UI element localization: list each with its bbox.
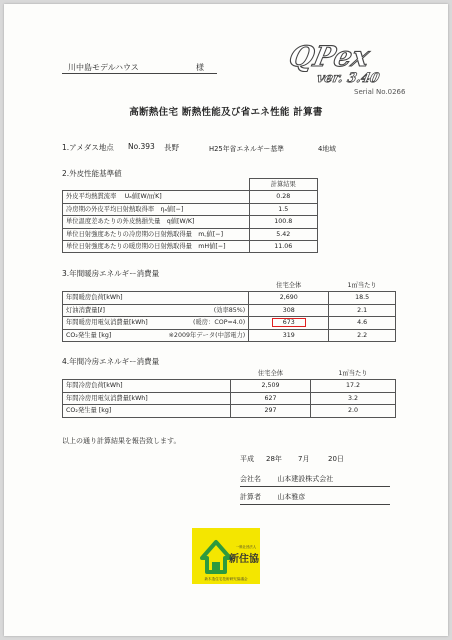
client-line [62, 62, 217, 74]
client-honorific: 様 [196, 63, 204, 72]
report-statement: 以上の通り計算結果を報告致します。 [62, 437, 181, 445]
envelope-result-header: 計算結果 [249, 179, 318, 191]
table-row: CO₂発生量 [kg] ※2009年データ(中部電力) 319 2.2 [63, 329, 396, 341]
table-row: 年間冷房用電気消費量[kWh] 627 3.2 [63, 392, 396, 404]
cooling-table [62, 368, 396, 418]
client-name: 川中島モデルハウス [68, 63, 139, 72]
envelope-heading: 2.外皮性能基準値 [62, 169, 122, 178]
company-name: 山本建設株式会社 [277, 475, 334, 483]
energy-standard: H25年省エネルギー基準 [209, 145, 284, 153]
date-day: 20日 [328, 455, 344, 463]
logo-sub-text: ver. 3.40 [315, 71, 381, 86]
table-row: CO₂発生量 [kg] 297 2.0 [63, 405, 396, 417]
calculator-line [240, 492, 390, 505]
table-row: 年間暖房用電気消費量[kWh] (暖房：COP=4.0) 673 4.6 [63, 317, 396, 329]
heating-table [62, 280, 396, 342]
table-row: 外皮平均熱貫流率 Uₐ値[W/㎡K] 0.28 [63, 191, 318, 203]
table-row: 単位日射強度あたりの冷房期の日射熱取得量 m꜀値[−] 5.42 [63, 228, 318, 240]
shinjukyo-badge [192, 528, 260, 584]
document-title: 高断熱住宅 断熱性能及び省エネ性能 計算書 [129, 107, 323, 118]
serial-number: Serial No.0266 [354, 88, 406, 96]
date-month: 7月 [298, 455, 310, 463]
table-row: 年間冷房負荷[kWh] 2,509 17.2 [63, 380, 396, 392]
heating-heading: 3.年間暖房エネルギー消費量 [62, 269, 160, 278]
amedas-label: 1.アメダス地点 [62, 143, 114, 152]
logo-main-text: QPex [286, 39, 373, 73]
amedas-city: 長野 [164, 143, 179, 152]
highlighted-value: 673 [272, 318, 306, 327]
table-row: 冷房期の外皮平均日射熱取得率 ηₐ値[−] 1.5 [63, 203, 318, 215]
table-row: 単位温度差あたりの外皮熱損失量 q値[W/K] 100.8 [63, 216, 318, 228]
heating-col-total: 住宅全体 [276, 282, 302, 289]
qpex-logo [286, 36, 406, 86]
table-row: 単位日射強度あたりの暖房期の日射熱取得量 mH値[−] 11.06 [63, 241, 318, 253]
cooling-col-per-m2: 1㎡当たり [338, 370, 368, 377]
house-arrow-icon [192, 528, 260, 584]
heating-col-per-m2: 1㎡当たり [347, 282, 377, 289]
table-row: 年間暖房負荷[kWh] 2,690 18.5 [63, 292, 396, 304]
calculator-name: 山本雅彦 [277, 493, 306, 501]
cooling-heading: 4.年間冷房エネルギー消費量 [62, 357, 160, 366]
company-label: 会社名 [240, 475, 261, 483]
qpex-logo-graphic [286, 36, 406, 86]
badge-sub-text: 新木造住宅技術研究協議会 [204, 577, 248, 581]
envelope-table [62, 178, 318, 253]
calculator-label: 計算者 [240, 493, 261, 501]
date-year: 28年 [266, 455, 282, 463]
amedas-station: No.393 [128, 142, 155, 151]
table-row: 灯油消費量[ℓ] (効率85%) 308 2.1 [63, 304, 396, 316]
company-line [240, 474, 390, 487]
badge-top-text: 一般社団法人 [235, 545, 257, 549]
document-page [4, 4, 448, 636]
cooling-col-total: 住宅全体 [257, 370, 284, 377]
climate-region: 4地域 [318, 145, 336, 153]
badge-main-text: 新住協 [229, 554, 259, 565]
date-era: 平成 [240, 455, 254, 463]
